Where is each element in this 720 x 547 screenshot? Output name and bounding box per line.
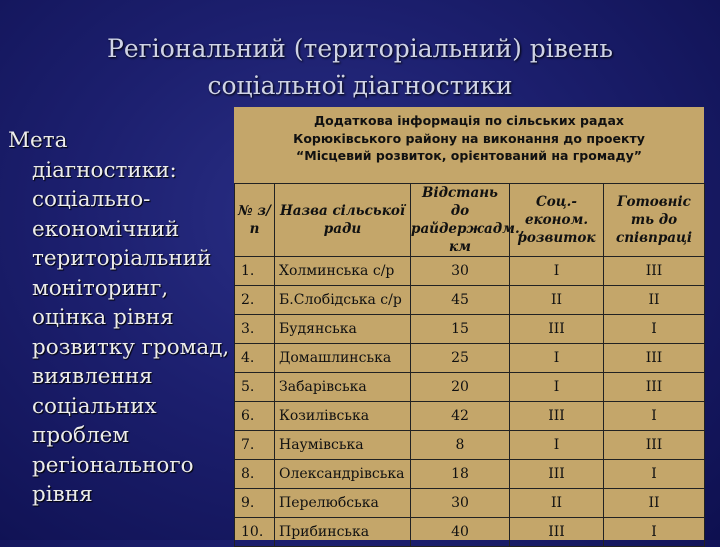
readiness: ІІІ bbox=[604, 373, 705, 402]
council-name: Олександрівська bbox=[275, 460, 411, 489]
readiness: ІІ bbox=[604, 286, 705, 315]
council-name: Будянська bbox=[275, 315, 411, 344]
council-name: Забарівська bbox=[275, 373, 411, 402]
row-number: 3. bbox=[235, 315, 275, 344]
distance: 18 bbox=[411, 460, 510, 489]
table-header-row bbox=[235, 184, 705, 257]
development: І bbox=[510, 431, 604, 460]
distance: 40 bbox=[411, 518, 510, 547]
readiness: ІІІ bbox=[604, 257, 705, 286]
table-row bbox=[235, 431, 705, 460]
goal-line: рівня bbox=[32, 482, 93, 507]
goal-line: розвитку громад, bbox=[32, 334, 230, 360]
development: ІІ bbox=[510, 286, 604, 315]
goal-line: регіонального bbox=[32, 452, 194, 478]
distance: 30 bbox=[411, 489, 510, 518]
title-line-1: Регіональний (територіальний) рівень bbox=[107, 34, 613, 63]
slide-title bbox=[0, 30, 720, 104]
table-row bbox=[235, 489, 705, 518]
goal-line: оцінка рівня bbox=[32, 305, 174, 330]
table-row bbox=[235, 518, 705, 547]
goal-line: соціальних bbox=[32, 393, 157, 419]
row-number: 9. bbox=[235, 489, 275, 518]
info-line-2: Корюківського району на виконання до проекту bbox=[293, 130, 645, 146]
table-row bbox=[235, 402, 705, 431]
council-name: Наумівська bbox=[275, 431, 411, 460]
goal-line: соціально- bbox=[32, 187, 151, 212]
council-table bbox=[234, 183, 705, 547]
development: І bbox=[510, 344, 604, 373]
goal-line: економічний bbox=[32, 216, 180, 242]
council-name: Прибинська bbox=[275, 518, 411, 547]
distance: 8 bbox=[411, 431, 510, 460]
council-name: Домашлинська bbox=[275, 344, 411, 373]
goal-line: діагностики: bbox=[32, 157, 177, 183]
row-number: 7. bbox=[235, 431, 275, 460]
header-distance: Відстань до райдержадм., км bbox=[411, 185, 525, 255]
table-row bbox=[235, 257, 705, 286]
development: І bbox=[510, 373, 604, 402]
table-row bbox=[235, 373, 705, 402]
distance: 25 bbox=[411, 344, 510, 373]
row-number: 2. bbox=[235, 286, 275, 315]
row-number: 6. bbox=[235, 402, 275, 431]
distance: 42 bbox=[411, 402, 510, 431]
readiness: ІІ bbox=[604, 489, 705, 518]
development: ІІІ bbox=[510, 518, 604, 547]
readiness: І bbox=[604, 460, 705, 489]
goal-line: виявлення bbox=[32, 364, 153, 389]
table-row bbox=[235, 460, 705, 489]
distance: 45 bbox=[411, 286, 510, 315]
header-development: Соц.-економ. розвиток bbox=[510, 184, 604, 257]
row-number: 5. bbox=[235, 373, 275, 402]
goal-heading: Мета bbox=[8, 128, 68, 153]
table-row bbox=[235, 344, 705, 373]
development: ІІІ bbox=[510, 402, 604, 431]
goal-text bbox=[8, 126, 238, 510]
info-caption bbox=[234, 112, 704, 165]
council-name: Козилівська bbox=[275, 402, 411, 431]
development: ІІ bbox=[510, 489, 604, 518]
development: І bbox=[510, 257, 604, 286]
header-readiness: Готовніс ть до співпраці bbox=[604, 184, 705, 257]
row-number: 1. bbox=[235, 257, 275, 286]
council-name: Б.Слобідська с/р bbox=[275, 286, 411, 315]
council-name: Перелюбська bbox=[275, 489, 411, 518]
goal-line: моніторинг, bbox=[32, 275, 169, 301]
distance: 30 bbox=[411, 257, 510, 286]
readiness: ІІІ bbox=[604, 344, 705, 373]
row-number: 8. bbox=[235, 460, 275, 489]
goal-line: проблем bbox=[32, 423, 130, 448]
info-line-3: “Місцевий розвиток, орієнтований на громаду” bbox=[296, 148, 642, 163]
distance: 15 bbox=[411, 315, 510, 344]
header-number: № з/п bbox=[235, 184, 275, 257]
development: ІІІ bbox=[510, 460, 604, 489]
readiness: І bbox=[604, 315, 705, 344]
distance: 20 bbox=[411, 373, 510, 402]
row-number: 4. bbox=[235, 344, 275, 373]
development: ІІІ bbox=[510, 315, 604, 344]
readiness: ІІІ bbox=[604, 431, 705, 460]
readiness: І bbox=[604, 402, 705, 431]
header-council-name: Назва сільської ради bbox=[275, 184, 411, 257]
goal-line: територіальний bbox=[32, 246, 212, 271]
readiness: І bbox=[604, 518, 705, 547]
table-row bbox=[235, 315, 705, 344]
info-line-1: Додаткова інформація по сільських радах bbox=[314, 113, 624, 128]
title-line-2: соціальної діагностики bbox=[207, 71, 513, 100]
council-name: Холминська с/р bbox=[275, 257, 411, 286]
table-row bbox=[235, 286, 705, 315]
row-number: 10. bbox=[235, 518, 275, 547]
